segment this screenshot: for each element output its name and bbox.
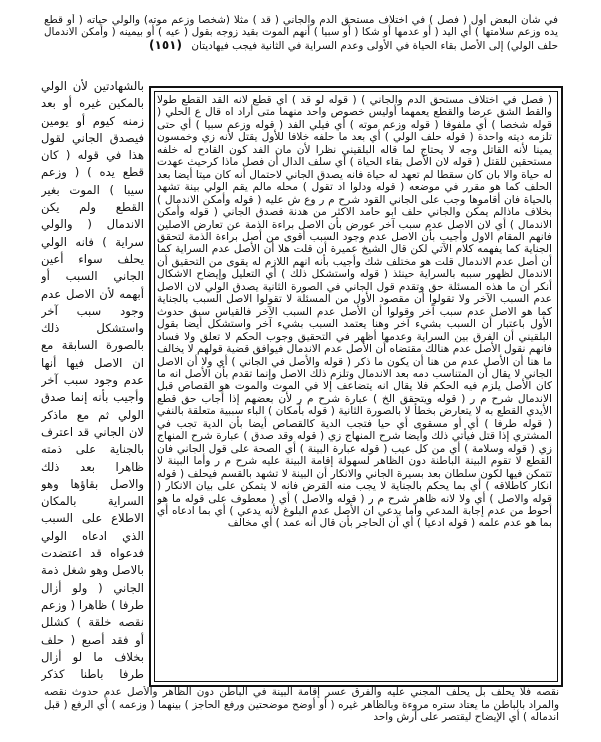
bottom-marginal-note: نقصه فلا يحلف بل يحلف المجني عليه والفرق عسر إقامة البينة في الباطن دون الظاهر والأصل عدم حدوث نقصه والمراد بالباطن ما يعتاد ستره مروءة وبالظاهر غيره ( أو أوضح موضحتين ورفع الحاجز ) بينهما ( وزعمه ) أي الرفع ( قبل اندماله ) أي الإيضاح ليقتصر على أرش واحد [44, 686, 559, 724]
top-note-text: في شأن البعض أول ( فصل ) في اختلاف مستحق الدم والجاني ( قد ) مثلا (شخصا وزعم موته) والولي حياته ( أو قطع يده وزعم سلامتها ) أي اليد ( أو عدمها أو شكا ( أو سبيا ) أنهم الموت بقيد زوجه بقول ( عيه ) أو بيمينه ( وأمكن الاندمال حلف الولي) إلى الأصل بقاء الحياة في الأولى وعدم السراية في الثانية فيجب فيهاديتان [44, 14, 558, 52]
commentary-text: ( فصل في اختلاف مستحق الدم والجاني ) ( قوله لو قد ) أي قطع لانه القد القطع طولا والقط الشق عرضا والقطع يعمهما أوليس خصوص واحد منهما متى أراد اه قال ع الحلي ( قوله شخصا ) أي ملفوفا ( قوله وزعم موته ) أي فيلي الفد ( قوله وزعم سبيا ) أي حتى تلزمه ديته واحدة ( قوله حلف الولي ) أي بعد ما حلفه خلافا للأول يقتل لأنه زي وخمسون يمينا لأنه القاتل وجه لا يحتاج لما قاله البلقيني نظرا لأن مان الفد كون القادح له خلفه مستحقين للقتل ( قوله لان الأصل بقاء الحياة ) أي سلف الدال أن فصل ماذا كرحيث عهدت له حياة والا بان كان سقطا لم تعهد له حياة فانه يصدق الجاني لاحتمال أنه كان ميتا أيضا بعد الحلف كما هو مقرر في موضعه ( قوله ودلوا اد تقول ) محله مالم يقم الولي بينة تشهد بالحياة فان أقاموها وجب على الجاني القود شرح م ر وع ش عليه ( قوله وأمكن الاندمال ) بخلاف ماذالم يمكن والجاني حلف ابو حامد الاكثر من هدنة فصدق الجاني ( قوله وأمكن الاندمال ) أي لان الاصل عدم سبب آخر عورض بأن الاصل براءة الذمة عن تعارض الاصلين فانهم المقام الاول وأجيب بأن الاصل عدم وجود السبب أقوى من أصل براءة الذمة لتحقق الجناية كما يفهمه كلام الآتي لكن قال الشيخ عميرة أن قلت هلا أن الأصل عدم السراية كما أن أصل عدم الاندمال قلت هو مختلف شك وأجيب بأنه انهم اللازم له يقوى من التحقيق أن الاندمال لظهور سببه بالسراية حينئذ ( قوله واستشكل ذلك ) أي التعليل وإيضاح الاشكال أنكر أن ما هذه المسئلة حق وتقدم قول الجاني في الصورة الثانية يصدق الولي لان الاصل عدم السبب الآخر ولا تقولوا أن مقصود الأول من المسئلة لا تقولوا الاصل السبب بالجناية كما هو الاصل عدم سبب آخر وقولوا أن الأصل عدم السبب الآخر فالقياس سبق حدوث الأول باعتبار أن السبب بشيء آخر وهنا يعتمد السبب بشيء آخر واستشكل أيضا بقول البلقيني أن الفرق بين السراية وعدمها أظهر في التحقيق وجوب الحكم لا تعلق ولا فساد فانهم نقول الأصل عدم هنالك مقتضاه أن الأصل عدم الاندمال فيوافق قضية قولهم لا يخالف ما هنا أن الأصل عدم من هنا أن يكون ما ذكر ( قوله والأصل في الجاني ) أي ولا أن الاصل الجاني لا يقال أن المتناسب دمه بعد الاندمال وتلزم ذلك الاصل وإنما تقدم بأن الأصل انه ما كان الأصل يلزم فيه الحكم فلا يقال انه يتضاعف إلا في الموت والموت هو القصاص قبل الاندمال شرح م ر ( قوله ويتحقق الخ ) عبارة شرح م ر لأن بعضهم إذا أجاب حق قطع الأيدي القطع به لا يتعارض بخطأ لا بالصورة الثانية ( قوله بأمكان ) الباء سببية متعلقة بالنفي ( قوله طرفا ) أي أو مسقوى أي حيا فتجب الدية كالقصاص أيضا بأن الدية تجب في المشتري إذا قتل فيأتي ذلك وأيضا شرح المنهاج زي ( قوله وقد صدق ) عبارة شرح المنهاج زي ( قوله وسلامة ) أي من كل عيب ( قوله عبارة البينة ) أي الصحة على قول الجاني فان القطع لا تقوم البينة الباطنة دون الظاهر لسهولة إقامة البينة عليه شرح م ر وأما البينة لا تتمكن فيها لكون سلطان بعد بسيرة الجاني والانكار أن البينة لا تشهد بالقسم فيحلف ( قوله انكار كاطلاقه ) أي بما يحكم بالجناية لا يجب منه القرض فانه لا يتمكن على بيان الانكار ( قوله والاصل ) أي ولا لانه ظاهر شرح م ر ( قوله والاصل ) أي ( معطوف على قوله ما هو أحوط من عدم إجابة المدعي وأما يدعي ان الأصل عدم البلوغ لأنه يدعي ) أي بما ادعاه أي بما هو عدم علمه ( قوله ادعيا ) أي أن الحاجر بأن قال أنه عمد ) أي مخالف [157, 94, 552, 530]
top-marginal-note [44, 14, 558, 76]
page-number: (١٥١) [149, 37, 182, 52]
side-margin-text: بالشهادتين لأن الولي بالمكين غيره أو بعد زمنه كيوم أو يومين فيصدق الجاني لقول هذا في قوله ( كان قطع يده ) ( وزعم سيبا ) الموت بغير القطع ولم يكن الاندمال ( والولي سراية ) فانه الولي يحلف سواء أعين الجاني السبب أو أبهمه لأن الاصل عدم وجود سبب آخر واستشكل ذلك بالصورة السابقة مع ان الاصل فيها أنها عدم وجود سبب آخر وأجيب بأنه إنما صدق الولي ثم مع ماذكر لان الجاني قد اعترف بالجناية على ذمته ظاهرا بعد ذلك والاصل بقاؤها وهو السراية بالمكان الاطلاع على السبب الذي ادعاه الولي فدعواه قد اعتضدت بالاصل وهو شغل ذمة الجاني ( ولو أزال طرفا ) ظاهرا ( وزعم نقصه خلقة ) كشلل أو فقد أصبع ( حلف بخلاف ما لو أزال طرفا باطنا كذكر [41, 79, 144, 682]
